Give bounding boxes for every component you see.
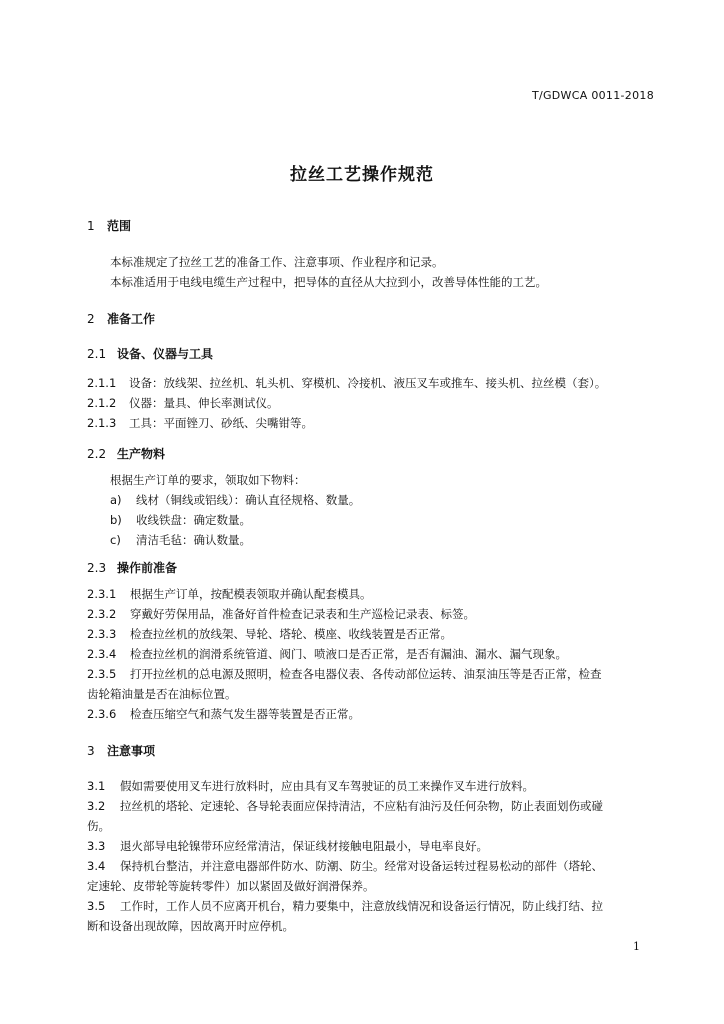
clause-text: 检查拉丝机的放线架、导轮、塔轮、模座、收线装置是否正常。: [130, 627, 452, 641]
clause-continuation: 齿轮箱油量是否在油标位置。: [87, 687, 237, 701]
section-title: 注意事项: [107, 744, 156, 758]
clause-number: 2.3.5: [87, 667, 117, 681]
subsection-title: 生产物料: [117, 447, 166, 461]
section-heading: [87, 309, 657, 329]
section-number: 1: [87, 219, 95, 233]
list-text: 线材（铜线或铝线）：确认直径规格、数量。: [136, 493, 361, 507]
clause-number: 2.1.2: [87, 396, 117, 410]
clause: [87, 704, 657, 724]
clause-number: 2.3.1: [87, 587, 117, 601]
section-heading: [87, 216, 657, 236]
list-item: [87, 530, 657, 550]
list-marker: c): [110, 533, 121, 547]
clause-number: 2.1.1: [87, 376, 117, 390]
clause-text: 拉丝机的塔轮、定速轮、各导轮表面应保持清洁，不应粘有油污及任何杂物，防止表面划伤或碰: [120, 799, 603, 813]
clause-text: 根据生产订单，按配模表领取并确认配套模具。: [130, 587, 372, 601]
clause-continuation: 定速轮、皮带轮等旋转零件）加以紧固及做好润滑保养。: [87, 879, 375, 893]
list-text: 清洁毛毡：确认数量。: [136, 533, 251, 547]
clause-text: 打开拉丝机的总电源及照明，检查各电器仪表、各传动部位运转、油泵油压等是否正常，检查: [130, 667, 602, 681]
list-item: [87, 510, 657, 530]
section-number: 2: [87, 312, 95, 326]
clause-number: 3.3: [87, 839, 106, 853]
subsection-heading: [87, 444, 657, 464]
clause: [87, 624, 657, 644]
clause-number: 2.3.3: [87, 627, 117, 641]
clause-number: 3.2: [87, 799, 106, 813]
subsection-title: 设备、仪器与工具: [117, 347, 214, 361]
clause-continuation: 伤。: [87, 819, 110, 833]
clause-number: 2.3.6: [87, 707, 117, 721]
clause-text: 检查压缩空气和蒸气发生器等装置是否正常。: [130, 707, 360, 721]
clause-continuation: 断和设备出现故障，因故离开时应停机。: [87, 919, 294, 933]
section-title: 范围: [107, 219, 132, 233]
paragraph: 根据生产订单的要求，领取如下物料：: [110, 473, 306, 487]
subsection-number: 2.2: [87, 447, 107, 461]
clause-text: 保持机台整洁，并注意电器部件防水、防潮、防尘。经常对设备运转过程易松动的部件（塔轮、: [120, 859, 603, 873]
clause-number: 3.5: [87, 899, 106, 913]
subsection-heading: [87, 344, 657, 364]
clause: [87, 836, 657, 856]
clause-number: 3.1: [87, 779, 106, 793]
clause: [87, 604, 657, 624]
clause: [87, 776, 657, 796]
subsection-title: 操作前准备: [117, 561, 178, 575]
paragraph: 本标准规定了拉丝工艺的准备工作、注意事项、作业程序和记录。: [110, 255, 444, 269]
clause: [87, 644, 657, 664]
clause-text: 仪器：量具、伸长率测试仪。: [129, 396, 279, 410]
clause-number: 2.1.3: [87, 416, 117, 430]
section-heading: [87, 741, 657, 761]
section-title: 准备工作: [107, 312, 156, 326]
clause: [87, 373, 657, 393]
clause: [87, 393, 657, 413]
clause-text: 设备：放线架、拉丝机、轧头机、穿模机、冷接机、液压叉车或推车、接头机、拉丝模（套）。: [129, 376, 607, 390]
page-number: 1: [633, 940, 640, 953]
section-number: 3: [87, 744, 95, 758]
clause: [87, 896, 657, 916]
list-text: 收线铁盘：确定数量。: [136, 513, 251, 527]
standard-code: T/GDWCA 0011-2018: [531, 89, 654, 102]
subsection-heading: [87, 558, 657, 578]
list-marker: b): [110, 513, 122, 527]
clause-text: 工具：平面锉刀、砂纸、尖嘴钳等。: [129, 416, 313, 430]
paragraph: 本标准适用于电线电缆生产过程中，把导体的直径从大拉到小，改善导体性能的工艺。: [110, 275, 547, 289]
clause: [87, 413, 657, 433]
list-marker: a): [110, 493, 122, 507]
clause: [87, 796, 657, 816]
clause: [87, 856, 657, 876]
clause-number: 2.3.2: [87, 607, 117, 621]
clause-number: 2.3.4: [87, 647, 117, 661]
clause-text: 假如需要使用叉车进行放料时，应由具有叉车驾驶证的员工来操作叉车进行放料。: [120, 779, 534, 793]
document-title: 拉丝工艺操作规范: [290, 165, 434, 185]
clause-text: 检查拉丝机的润滑系统管道、阀门、喷液口是否正常，是否有漏油、漏水、漏气现象。: [130, 647, 567, 661]
list-item: [87, 490, 657, 510]
clause-number: 3.4: [87, 859, 106, 873]
clause: [87, 664, 657, 684]
document-body: [87, 212, 657, 936]
clause-text: 穿戴好劳保用品，准备好首件检查记录表和生产巡检记录表、标签。: [130, 607, 475, 621]
clause-text: 工作时，工作人员不应离开机台，精力要集中，注意放线情况和设备运行情况，防止线打结、拉: [120, 899, 603, 913]
clause: [87, 584, 657, 604]
subsection-number: 2.1: [87, 347, 107, 361]
subsection-number: 2.3: [87, 561, 107, 575]
clause-text: 退火部导电轮镍带环应经常清洁，保证线材接触电阻最小，导电率良好。: [120, 839, 488, 853]
